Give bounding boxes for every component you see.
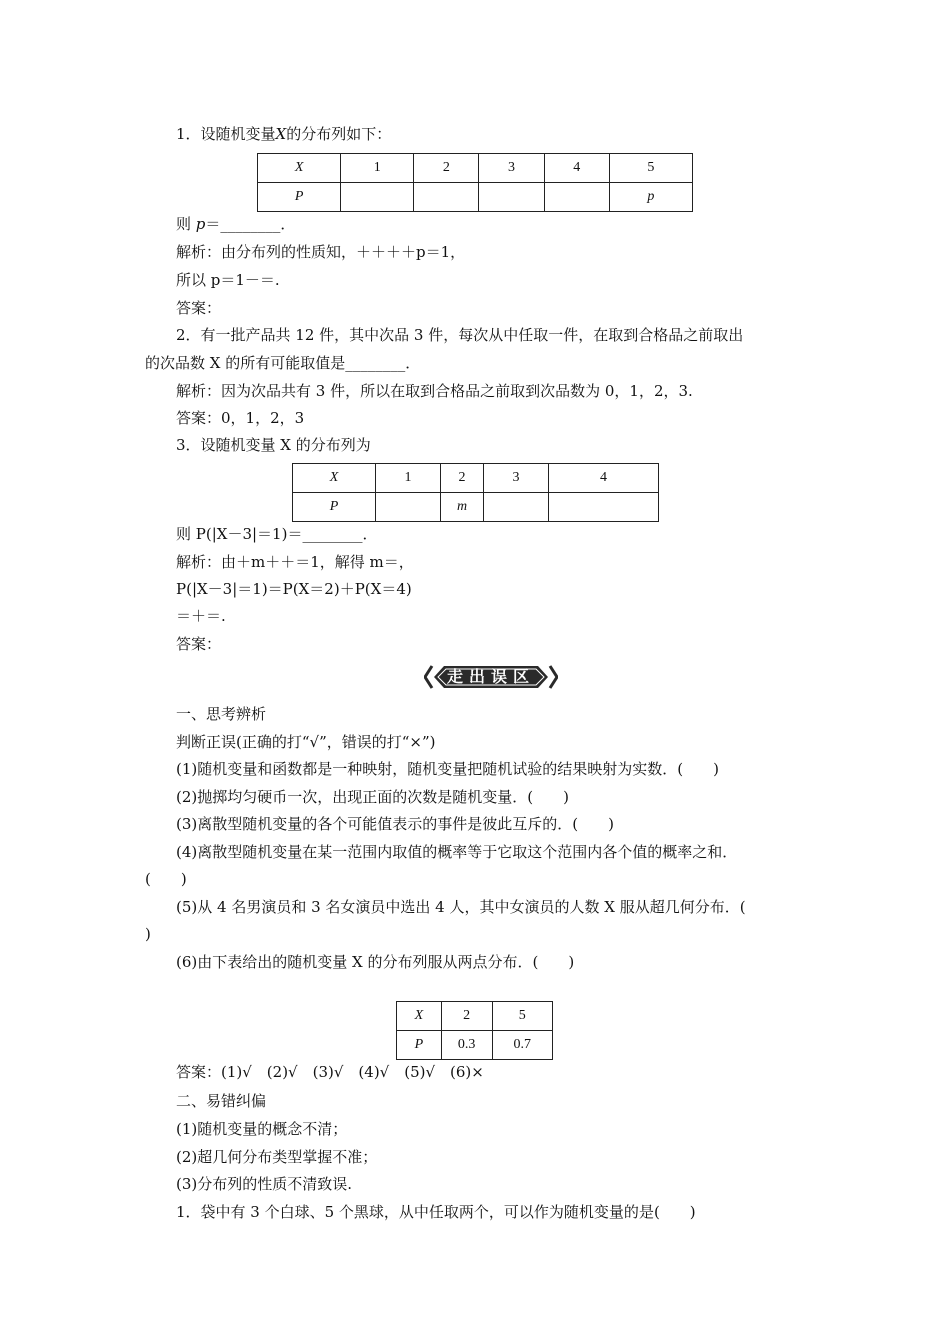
q3-analysis-line3: ＝＋＝. — [176, 607, 226, 625]
section1-answer: 答案：(1)√ (2)√ (3)√ (4)√ (5)√ (6)× — [176, 1063, 484, 1081]
q3-cell: 4 — [549, 464, 659, 493]
q1-cell-x-header: X — [258, 154, 341, 183]
q3-stem: 3．设随机变量 X 的分布列为 — [176, 436, 371, 454]
q1-stem-var: X — [275, 125, 287, 143]
q1-cell — [544, 183, 609, 212]
q1-cell: 5 — [609, 154, 692, 183]
q1-analysis-line1: 解析：由分布列的性质知，＋＋＋＋p＝1， — [176, 243, 466, 261]
q2-answer: 答案：0，1，2，3 — [176, 409, 305, 427]
section1-instruction: 判断正误(正确的打“√”，错误的打“×”) — [176, 733, 436, 751]
s1-cell-x-header: X — [397, 1002, 442, 1031]
banner-title: 走出误区 — [446, 667, 535, 686]
section-banner — [424, 663, 558, 691]
q1-cell — [479, 183, 544, 212]
q1-cell — [341, 183, 414, 212]
q1-then — [176, 215, 295, 233]
s1-cell: 0.7 — [492, 1031, 552, 1060]
section2-title: 二、易错纠偏 — [176, 1092, 267, 1110]
q1-cell — [414, 183, 479, 212]
q1-analysis-line2: 所以 p＝1－＝. — [176, 271, 280, 289]
q3-answer: 答案： — [176, 635, 222, 653]
q2-line1: 2．有一批产品共 12 件，其中次品 3 件，每次从中任取一件，在取到合格品之前取出 — [176, 326, 744, 344]
s1-cell: 0.3 — [441, 1031, 492, 1060]
q1-cell: 1 — [341, 154, 414, 183]
section1-item-5-cont: ) — [145, 925, 151, 943]
q3-cell — [376, 493, 441, 522]
s1-distribution-table — [396, 1001, 553, 1060]
q3-cell-x-header: X — [293, 464, 376, 493]
q1-cell: 3 — [479, 154, 544, 183]
q3-cell — [484, 493, 549, 522]
q1-then-suffix: ＝________． — [205, 215, 296, 233]
q3-distribution-table — [292, 463, 659, 522]
section2-item-2: (2)超几何分布类型掌握不准； — [176, 1148, 378, 1166]
q1-stem — [176, 125, 391, 143]
q1-distribution-table — [257, 153, 693, 212]
q1-stem-prefix: 1．设随机变量 — [176, 125, 276, 143]
s1-cell-p-header: P — [397, 1031, 442, 1060]
section1-item-6: (6)由下表给出的随机变量 X 的分布列服从两点分布．( ) — [176, 953, 575, 971]
s1-cell: 5 — [492, 1002, 552, 1031]
s1-cell: 2 — [441, 1002, 492, 1031]
q2-line2: 的次品数 X 的所有可能取值是________． — [145, 354, 421, 372]
section2-q1: 1．袋中有 3 个白球、5 个黑球，从中任取两个，可以作为随机变量的是( ) — [176, 1203, 696, 1221]
q1-answer: 答案： — [176, 299, 222, 317]
q1-cell: 2 — [414, 154, 479, 183]
q3-cell — [549, 493, 659, 522]
q1-then-prefix: 则 — [176, 215, 196, 233]
section1-title: 一、思考辨析 — [176, 705, 267, 723]
q1-cell: p — [609, 183, 692, 212]
q3-analysis-line2: P(|X－3|＝1)＝P(X＝2)＋P(X＝4) — [176, 580, 412, 598]
q3-cell: 3 — [484, 464, 549, 493]
q3-analysis-line1: 解析：由＋m＋＋＝1，解得 m＝， — [176, 553, 414, 571]
section1-item-3: (3)离散型随机变量的各个可能值表示的事件是彼此互斥的．( ) — [176, 815, 614, 833]
section2-item-3: (3)分布列的性质不清致误. — [176, 1175, 353, 1193]
q3-then: 则 P(|X－3|＝1)＝________． — [176, 525, 378, 543]
q1-cell-p-header: P — [258, 183, 341, 212]
section1-item-4: (4)离散型随机变量在某一范围内取值的概率等于它取这个范围内各个值的概率之和． — [176, 843, 738, 861]
section1-item-1: (1)随机变量和函数都是一种映射，随机变量把随机试验的结果映射为实数．( ) — [176, 760, 719, 778]
q3-cell: 1 — [376, 464, 441, 493]
q1-stem-suffix: 的分布列如下： — [286, 125, 392, 143]
q3-cell: m — [441, 493, 484, 522]
section1-item-5: (5)从 4 名男演员和 3 名女演员中选出 4 人，其中女演员的人数 X 服从超几何分布．( — [176, 898, 746, 916]
q2-analysis: 解析：因为次品共有 3 件，所以在取到合格品之前取到次品数为 0，1，2，3. — [176, 382, 693, 400]
q1-cell: 4 — [544, 154, 609, 183]
section1-item-4-cont: ( ) — [145, 870, 187, 888]
q1-then-var: p — [195, 215, 206, 233]
section1-item-2: (2)抛掷均匀硬币一次，出现正面的次数是随机变量．( ) — [176, 788, 569, 806]
q3-cell-p-header: P — [293, 493, 376, 522]
section2-item-1: (1)随机变量的概念不清； — [176, 1120, 348, 1138]
q3-cell: 2 — [441, 464, 484, 493]
